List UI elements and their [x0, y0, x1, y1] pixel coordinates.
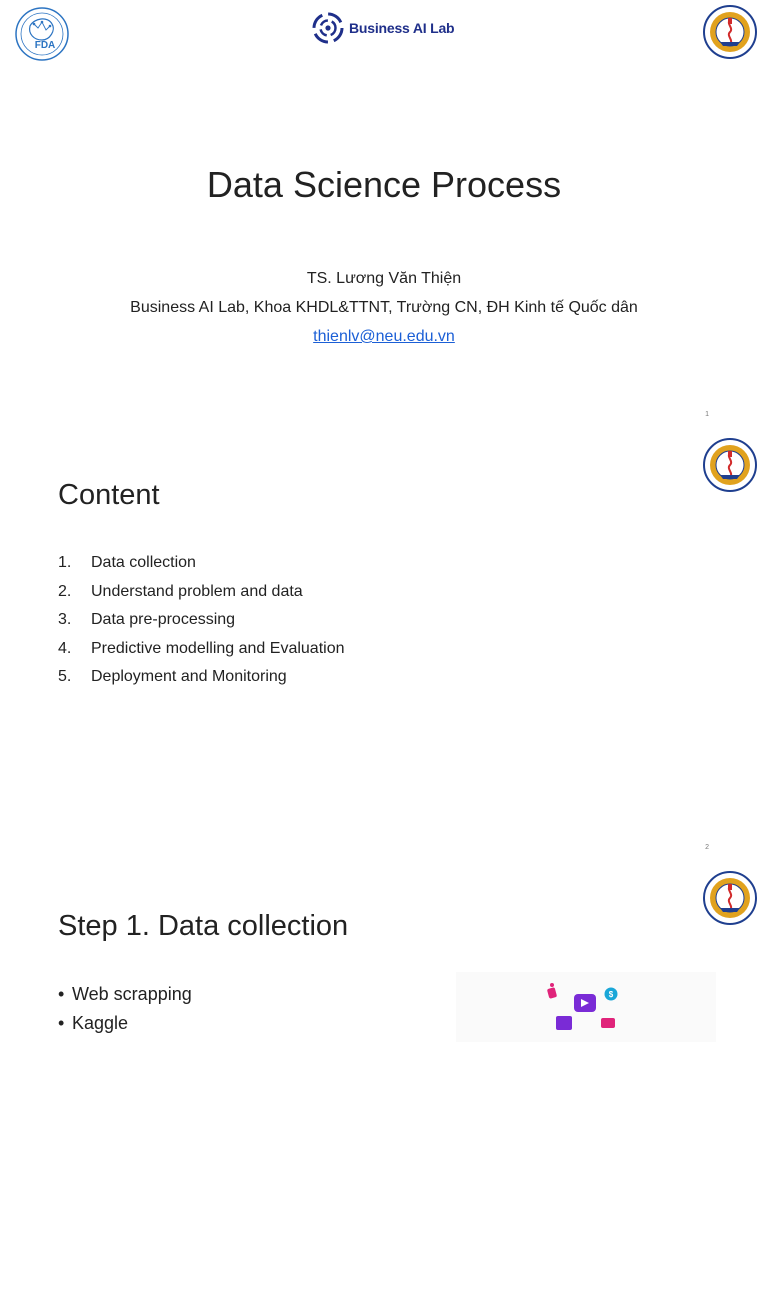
- slide-data-collection: [0, 866, 768, 1298]
- author-name: TS. Lương Văn Thiện: [306, 270, 462, 287]
- business-ai-lab-brand: [312, 10, 454, 46]
- section-title: Step 1. Data collection: [58, 910, 349, 942]
- agenda-item-label: Data pre-processing: [91, 611, 236, 629]
- agenda-item: [58, 663, 344, 692]
- author-affiliation: Business AI Lab, Khoa KHDL&TTNT, Trường CN, ĐH Kinh tế Quốc dân: [130, 299, 638, 316]
- agenda-item-label: Data collection: [91, 554, 196, 571]
- business-ai-lab-logo-icon: [312, 12, 344, 44]
- agenda-item-number: 5.: [58, 668, 72, 686]
- neu-seal-logo: [702, 870, 758, 926]
- bullet-item: [58, 980, 192, 1009]
- agenda-item-label: Predictive modelling and Evaluation: [91, 639, 345, 657]
- agenda-list: [58, 549, 344, 692]
- author-email-link[interactable]: thienlv@neu.edu.vn: [313, 328, 455, 345]
- agenda-item: [58, 606, 344, 635]
- agenda-item: [58, 635, 344, 664]
- agenda-item: [58, 549, 344, 578]
- svg-text:$: $: [608, 990, 614, 999]
- agenda-item-label: Understand problem and data: [91, 582, 303, 600]
- agenda-item-label: Deployment and Monitoring: [91, 668, 287, 686]
- fda-logo: [14, 6, 70, 62]
- agenda-item-number: 2.: [58, 582, 72, 600]
- svg-text:FDA: FDA: [34, 40, 56, 51]
- bullet-item-label: Kaggle: [72, 1013, 129, 1033]
- social-media-illustration: [456, 972, 716, 1042]
- bullet-dot: •: [58, 984, 65, 1004]
- neu-seal-logo: [702, 437, 758, 493]
- neu-seal-logo: [702, 4, 758, 60]
- agenda-item-number: 4.: [58, 639, 72, 657]
- slide-content: [0, 433, 768, 865]
- agenda-item-number: 3.: [58, 611, 72, 629]
- slide-title: [0, 0, 768, 432]
- bullet-dot: •: [58, 1013, 65, 1033]
- bullet-list: [58, 980, 192, 1038]
- slide-number: 2: [705, 844, 709, 851]
- section-title: Content: [58, 479, 160, 511]
- agenda-item-number: 1.: [58, 554, 72, 571]
- slide-number: 1: [705, 411, 709, 418]
- agenda-item: [58, 578, 344, 607]
- bullet-item-label: Web scrapping: [72, 984, 192, 1004]
- deck-title: Data Science Process: [206, 164, 562, 205]
- lab-name: Business AI Lab: [349, 20, 455, 36]
